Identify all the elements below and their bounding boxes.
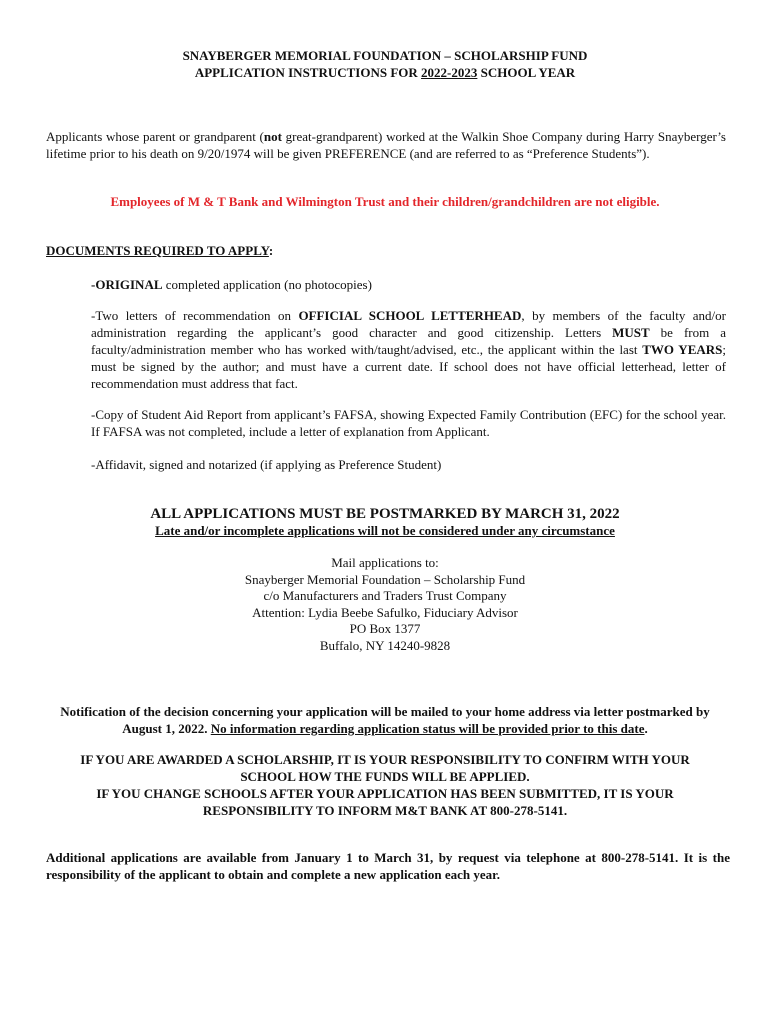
req2-text-e: be from a faculty/administration member who has worked with/taught/advised, etc., the applicant within the last	[91, 325, 726, 357]
award-responsibility-notice	[40, 751, 730, 819]
requirement-recommendation-letters	[91, 307, 726, 392]
mail-line: Attention: Lydia Beebe Safulko, Fiduciary Advisor	[252, 604, 518, 620]
documents-heading	[46, 242, 273, 259]
documents-heading-colon: :	[268, 243, 274, 258]
mailing-address	[0, 555, 770, 654]
req2-two-years: TWO YEARS	[642, 342, 723, 357]
school-year: 2022-2023	[421, 65, 478, 80]
req2-text-c: , by members of the faculty and/or administration regarding the applicant’s good character and good citizenship. Letters	[91, 308, 726, 340]
title-line-1: SNAYBERGER MEMORIAL FOUNDATION – SCHOLARSHIP FUND	[182, 48, 588, 63]
mail-line: Mail applications to:	[331, 555, 439, 570]
notification-text: Notification of the decision concerning your application will be mailed to your home address via letter postmarked by August 1, 2022.	[60, 704, 710, 736]
requirement-original-application	[91, 276, 726, 293]
award-line: SCHOOL HOW THE FUNDS WILL BE APPLIED.	[240, 769, 530, 784]
additional-applications-paragraph: Additional applications are available from January 1 to March 31, by request via telephone at 800-278-5141. It is the responsibility of the applicant to obtain and complete a new application each year.	[46, 850, 730, 882]
ineligible-note: Employees of M & T Bank and Wilmington Trust and their children/grandchildren are not eligible.	[110, 194, 660, 209]
title-prefix: APPLICATION INSTRUCTIONS FOR	[194, 65, 422, 80]
title-line-2	[0, 64, 770, 81]
notification-paragraph	[40, 703, 730, 737]
mail-line: Snayberger Memorial Foundation – Scholarship Fund	[244, 571, 526, 587]
title-suffix: SCHOOL YEAR	[477, 65, 576, 80]
req2-text-g: ; must be signed by the author; and must have a current date. If school does not have official letterhead, letter of recommendation must address that fact.	[91, 342, 726, 391]
requirement-affidavit: -Affidavit, signed and notarized (if applying as Preference Student)	[91, 457, 442, 472]
award-line: RESPONSIBILITY TO INFORM M&T BANK AT 800-278-5141.	[202, 803, 568, 818]
award-line: IF YOU CHANGE SCHOOLS AFTER YOUR APPLICATION HAS BEEN SUBMITTED, IT IS YOUR	[96, 786, 674, 801]
req1-text: completed application (no photocopies)	[162, 277, 372, 292]
documents-heading-text: DOCUMENTS REQUIRED TO APPLY	[46, 243, 269, 258]
requirement-student-aid-report: -Copy of Student Aid Report from applicant’s FAFSA, showing Expected Family Contribution (EFC) for the school year. If FAFSA was not completed, include a letter of explanation from Applicant.	[91, 407, 726, 439]
mail-line: Buffalo, NY 14240-9828	[319, 637, 451, 653]
req2-text-a: -Two letters of recommendation on	[91, 308, 299, 323]
late-applications-note: Late and/or incomplete applications will not be considered under any circumstance	[155, 523, 615, 538]
intro-text-1: Applicants whose parent or grandparent (	[46, 129, 264, 144]
notification-end: .	[644, 721, 648, 736]
req1-bold: -ORIGINAL	[91, 277, 163, 292]
req2-letterhead: OFFICIAL SCHOOL LETTERHEAD	[298, 308, 522, 323]
mail-line: PO Box 1377	[349, 621, 421, 636]
document-title	[0, 47, 770, 81]
req2-must: MUST	[612, 325, 650, 340]
postmark-deadline: ALL APPLICATIONS MUST BE POSTMARKED BY MARCH 31, 2022	[150, 506, 620, 522]
intro-paragraph	[46, 128, 726, 162]
intro-not: not	[263, 129, 282, 144]
mail-line: c/o Manufacturers and Traders Trust Company	[263, 588, 507, 603]
notification-underlined: No information regarding application status will be provided prior to this date	[210, 721, 645, 736]
award-line: IF YOU ARE AWARDED A SCHOLARSHIP, IT IS YOUR RESPONSIBILITY TO CONFIRM WITH YOUR	[80, 752, 690, 767]
intro-text-2: great-grandparent) worked at the Walkin Shoe Company during Harry Snayberger’s lifetime prior to his death on 9/20/1974 will be given PREFERENCE (and are referred to as “Preference Students”).	[46, 129, 726, 161]
